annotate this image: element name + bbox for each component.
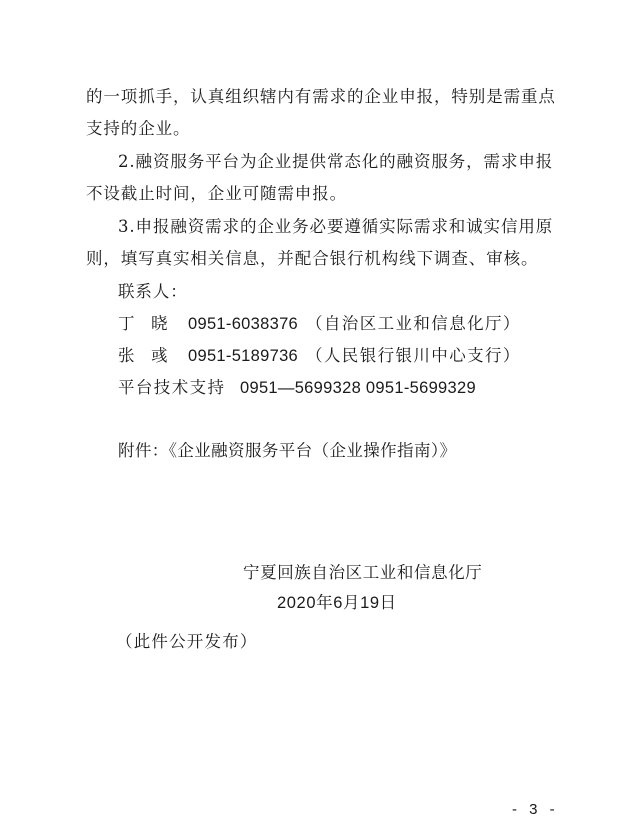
tech-support-label: 平台技术支持 [118,378,226,397]
page-number: - 3 - [512,801,559,818]
contact-name: 张 彧 [118,346,168,365]
paragraph-1-line-2: 支持的企业。 [86,119,191,138]
paragraph-3-line-1: 3.申报融资需求的企业务必要遵循实际需求和诚实信用原 [118,217,554,236]
signature-date: 2020年6月19日 [277,594,397,612]
contacts-label: 联系人： [118,282,188,301]
tech-support-phones: 0951—5699328 0951-5699329 [240,379,476,397]
disclosure-note: （此件公开发布） [116,632,258,651]
attachment-line: 附件：《企业融资服务平台（企业操作指南）》 [118,441,457,460]
contact-phone: 0951-6038376 [188,315,299,333]
paragraph-2-line-1: 2.融资服务平台为企业提供常态化的融资服务，需求申报 [118,152,554,171]
signature-org: 宁夏回族自治区工业和信息化厅 [243,563,483,582]
contact-org: （人民银行银川中心支行） [306,346,521,365]
contact-org: （自治区工业和信息化厅） [306,314,521,333]
paragraph-3-line-2: 则，填写真实相关信息，并配合银行机构线下调查、审核。 [86,249,539,268]
contact-phone: 0951-5189736 [188,347,299,365]
paragraph-1-line-1: 的一项抓手，认真组织辖内有需求的企业申报，特别是需重点 [86,87,556,106]
contact-name: 丁 晓 [118,314,168,333]
paragraph-2-line-2: 不设截止时间，企业可随需申报。 [86,184,347,203]
